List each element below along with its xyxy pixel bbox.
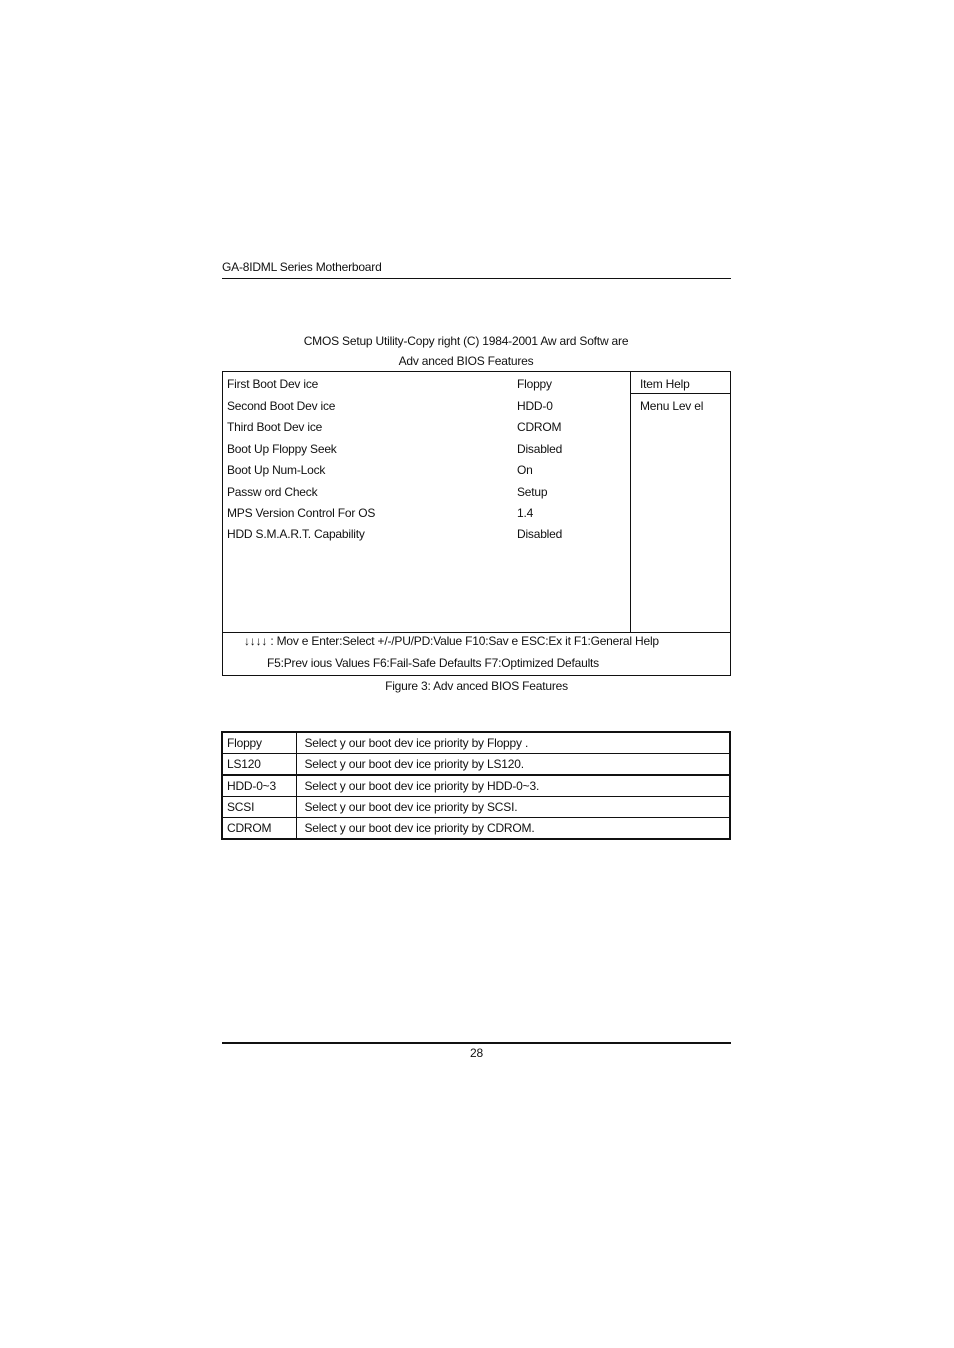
option-key: Floppy xyxy=(222,732,296,754)
setting-name-third-boot-device[interactable]: Third Boot Dev ice xyxy=(227,420,323,434)
bios-key-help-line-1: ↓↓↓↓ : Mov e Enter:Select +/-/PU/PD:Value F10:Sav e ESC:Ex it F1:General Help xyxy=(244,634,659,648)
option-description: Select y our boot dev ice priority by SCSI. xyxy=(296,797,730,818)
table-row xyxy=(222,797,730,818)
setting-name-boot-up-num-lock[interactable]: Boot Up Num-Lock xyxy=(227,463,326,477)
option-key: CDROM xyxy=(222,818,296,840)
figure-caption: Figure 3: Adv anced BIOS Features xyxy=(385,679,568,693)
bios-help-panel-divider xyxy=(630,371,631,633)
menu-level-label: Menu Lev el xyxy=(640,399,704,413)
bios-key-help-line-2: F5:Prev ious Values F6:Fail-Safe Defaults F7:Optimized Defaults xyxy=(267,656,599,670)
page-header-title: GA-8IDML Series Motherboard xyxy=(222,260,382,274)
setting-value-boot-up-num-lock[interactable]: On xyxy=(517,463,533,477)
setting-value-first-boot-device[interactable]: Floppy xyxy=(517,377,552,391)
setting-value-boot-up-floppy-seek[interactable]: Disabled xyxy=(517,442,563,456)
table-row xyxy=(222,754,730,776)
setting-name-hdd-smart-capability[interactable]: HDD S.M.A.R.T. Capability xyxy=(227,527,365,541)
bios-title: CMOS Setup Utility-Copy right (C) 1984-2001 Aw ard Softw are xyxy=(303,334,629,348)
bios-subtitle: Adv anced BIOS Features xyxy=(398,354,534,368)
table-row xyxy=(222,818,730,840)
setting-value-mps-version-control[interactable]: 1.4 xyxy=(517,506,534,520)
setting-name-mps-version-control[interactable]: MPS Version Control For OS xyxy=(227,506,376,520)
option-description: Select y our boot dev ice priority by Floppy . xyxy=(296,732,730,754)
bios-screen-frame xyxy=(222,371,731,676)
setting-name-first-boot-device[interactable]: First Boot Dev ice xyxy=(227,377,319,391)
boot-device-options-table xyxy=(221,731,731,840)
setting-name-second-boot-device[interactable]: Second Boot Dev ice xyxy=(227,399,336,413)
option-key: LS120 xyxy=(222,754,296,776)
setting-value-third-boot-device[interactable]: CDROM xyxy=(517,420,562,434)
option-description: Select y our boot dev ice priority by LS120. xyxy=(296,754,730,776)
option-description: Select y our boot dev ice priority by HDD-0~3. xyxy=(296,775,730,797)
item-help-title: Item Help xyxy=(640,377,690,391)
setting-value-password-check[interactable]: Setup xyxy=(517,485,548,499)
table-row xyxy=(222,732,730,754)
page-number: 28 xyxy=(470,1046,483,1060)
option-description: Select y our boot dev ice priority by CDROM. xyxy=(296,818,730,840)
setting-value-hdd-smart-capability[interactable]: Disabled xyxy=(517,527,563,541)
option-key: SCSI xyxy=(222,797,296,818)
header-divider xyxy=(222,278,731,279)
setting-name-password-check[interactable]: Passw ord Check xyxy=(227,485,318,499)
footer-divider xyxy=(222,1042,731,1044)
table-row xyxy=(222,775,730,797)
bios-help-title-divider xyxy=(630,393,730,394)
option-key: HDD-0~3 xyxy=(222,775,296,797)
bios-footer-divider xyxy=(222,632,731,633)
setting-name-boot-up-floppy-seek[interactable]: Boot Up Floppy Seek xyxy=(227,442,337,456)
setting-value-second-boot-device[interactable]: HDD-0 xyxy=(517,399,553,413)
